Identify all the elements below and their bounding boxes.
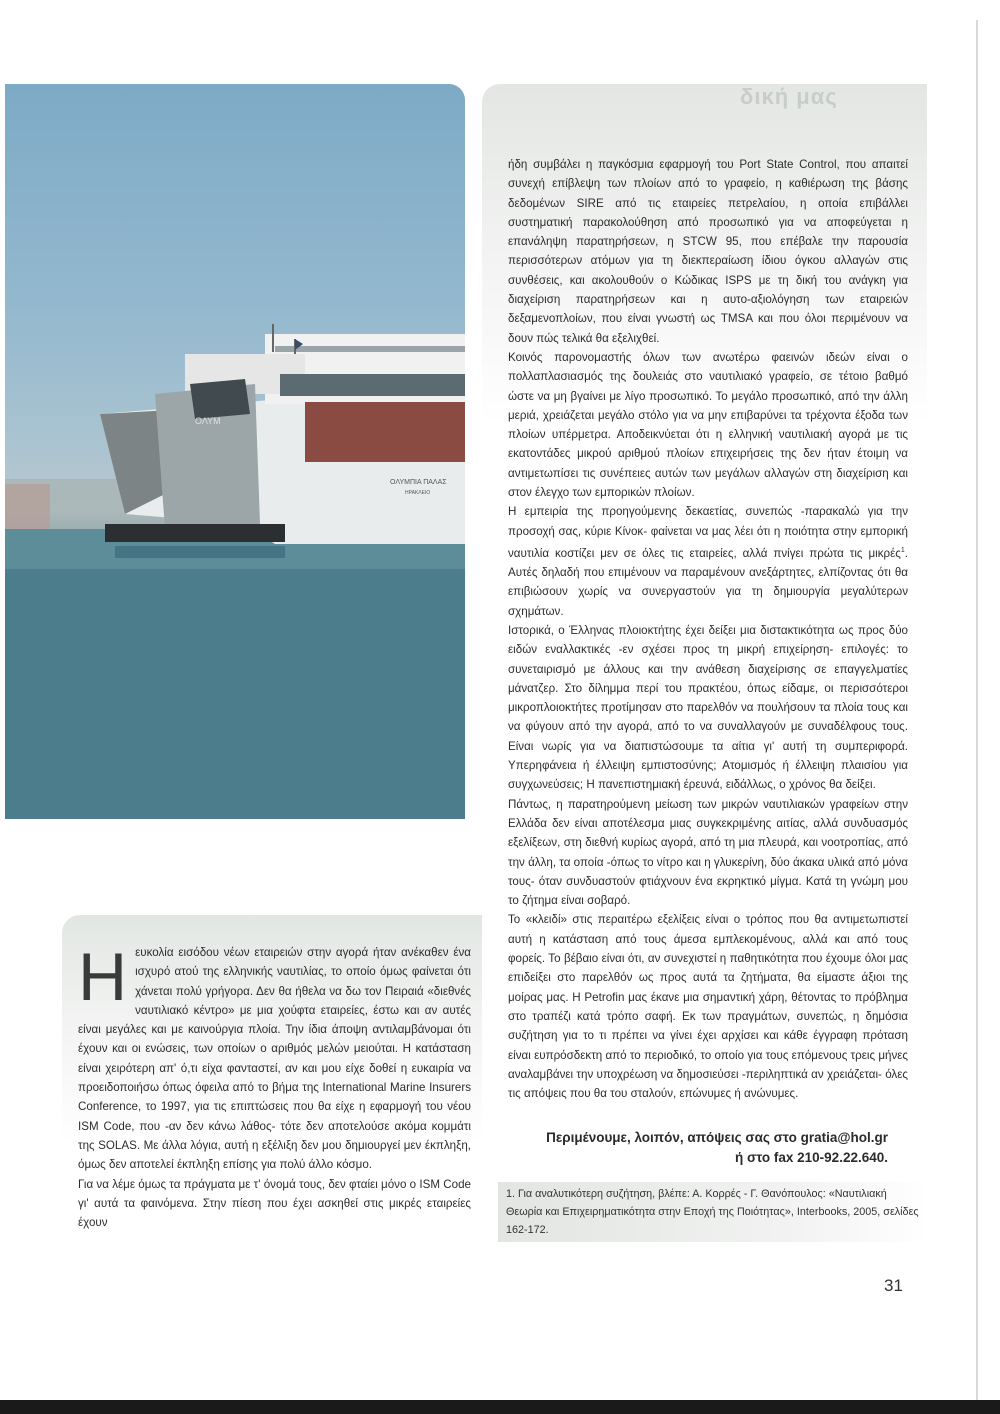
right-paragraph: Πάντως, η παρατηρούμενη μείωση των μικρών ναυτιλιακών γραφείων στην Ελλάδα δεν είναι αποτέλεσμα μιας συγκεκριμένης αιτίας, αλλά συνδυασμός εξελίξεων, στη διεθνή κυρίως αγορά, από τη μια πλευρά, και νοοτροπίας, από την άλλη, τα οποία -όπως το νίτρο και η γλυκερίνη, δύο άκακα υλικά από μόνα τους- όταν συνδυαστούν φτιάχνουν ένα εκρηκτικό μίγμα. Κατά τη γνώμη μου το ζήτημα είναι σοβαρό. bbox=[508, 797, 908, 908]
left-column-text bbox=[78, 939, 471, 1232]
bottom-edge-band bbox=[0, 1400, 1000, 1414]
ship-photo bbox=[5, 84, 465, 819]
right-paragraph-part: Η εμπειρία της προηγούμενης δεκαετίας, συνεπώς -παρακαλώ για την προσοχή σας, κύριε Κίνοκ- φαίνεται να μας λέει ότι η ποιότητα στην εμπορική ναυτιλία κοστίζει μεν σε όλες τις εταιρείες, αλλά πνίγει πρώτα τις μικρές bbox=[508, 505, 908, 560]
left-paragraph: Για να λέμε όμως τα πράγματα με τ' όνομά τους, δεν φταίει μόνο ο ISM Code γι' αυτά τα φαινόμενα. Στην πίεση που έχει ασκηθεί στις μικρές εταιρείες έχουν bbox=[78, 1177, 471, 1230]
ghost-header: δική μας bbox=[740, 84, 838, 109]
footnote-ref: 1 bbox=[900, 546, 905, 554]
right-paragraph: Το «κλειδί» στις περαιτέρω εξελίξεις είναι ο τρόπος που θα αντιμετωπιστεί αυτή η κατάσταση από τους άμεσα εμπλεκομένους, αλλά και από τους φορείς. Το βέβαιο είναι ότι, αν συνεχιστεί η παθητικότητα που έχουμε όλοι μας επιδείξει στο παρελθόν ως προς αυτά τα ζητήματα, θα είμαστε άξιοι της μοίρας μας. Η Petrofin μας έκανε μια σημαντική χάρη, θέτοντας το πρόβλημα στο τραπέζι κατά τρόπο σαφή. Εκ των πραγμάτων, συνεπώς, η δημόσια συζήτηση για το τι πρέπει να γίνει έχει αρχίσει και κάθε έγγραφη πρόταση είναι ευπρόσδεκτη από το περιοδικό, το οποίο για τους επόμενους τρεις μήνες αναλαμβάνει την υποχρέωση να δημοσιεύσει -περιληπτικά αν χρειάζεται- όλες τις απόψεις που θα του σταλούν, επώνυμες ή ανώνυμες. bbox=[508, 913, 908, 1101]
call-to-action bbox=[508, 1128, 888, 1168]
footnote: 1. Για αναλυτικότερη συζήτηση, βλέπε: Α. Κορρές - Γ. Θανόπουλος: «Ναυτιλιακή Θεωρία και Επιχειρηματικότητα στην Εποχή της Ποιότητας», Interbooks, 2005, σελίδες 162-172. bbox=[498, 1182, 928, 1242]
page-number: 31 bbox=[884, 1276, 903, 1295]
right-paragraph: Κοινός παρονομαστής όλων των ανωτέρω φαεινών ιδεών είναι ο πολλαπλασιασμός της δουλειάς στο ναυτιλιακό γραφείο, σε τέτοιο βαθμό ώστε να μη βγαίνει με λίγο προσωπικό. Το μεγάλο προσωπικό, από την άλλη μεριά, χρειάζεται μεγάλο στόλο για να μην επιβαρύνει τα τρέχοντα έξοδα των πλοίων υπέρμετρα. Αποδεικνύεται ότι η ελληνική ναυτιλιακή αγορά με τις εκατοντάδες μικρού αριθμού πλοίων επιχειρήσεις της δεν ήταν έτοιμη να αντιμετωπίσει τις συνέπειες αυτών των μεγάλων αλλαγών στη διαχείριση και στον έλεγχο των εμπορικών πλοίων. bbox=[508, 350, 908, 500]
drop-cap: Η bbox=[78, 939, 128, 1015]
ship-name-stern: ΟΛΥΜΠΙΑ ΠΑΛΑΣ bbox=[390, 479, 447, 486]
ship-port: ΗΡΑΚΛΕΙΟ bbox=[405, 490, 431, 496]
ship-name-bow: ΟΛΥΜ bbox=[195, 416, 221, 426]
page-edge bbox=[976, 20, 978, 1410]
right-paragraph-with-footnote: Η εμπειρία της προηγούμενης δεκαετίας, συνεπώς -παρακαλώ για την προσοχή σας, κύριε Κίνοκ- φαίνεται να μας λέει ότι η ποιότητα στην εμπορική ναυτιλία κοστίζει μεν σε όλες τις εταιρείες, αλλά πνίγει πρώτα τις μικρές$^1$. Αυτές δηλαδή που επιμένουν να παραμένουν ανεξάρτητες, ελπίζοντας ότι θα επιβιώσουν χωρίς να συνεργαστούν για τη δημιουργία μεγαλύτερων σχημάτων. bbox=[508, 505, 908, 618]
right-paragraph: Ιστορικά, ο Έλληνας πλοιοκτήτης έχει δείξει μια διστακτικότητα ως προς δύο ειδών εναλλακτικές -εν σχέσει προς τη μικρή επιχείρηση- επιλογές: το συνεταιρισμό με άλλους και την ανάθεση διαχείρισης σε επαγγελματίες μάνατζερ. Στο δίλημμα περί του πρακτέου, όπως είδαμε, οι περισσότεροι μικροπλοιοκτήτες προτίμησαν στο παρελθόν να πουλήσουν τα πλοία τους και να φύγουν από την αγορά, από το να συναλλαγούν με συναδέλφους τους. Είναι νωρίς για να διαπιστώσουμε τα αίτια γι' αυτή τη συμπεριφορά. Υπερηφάνεια ή έλλειψη εμπιστοσύνης; Ατομισμός ή έλλειψη πλαισίου για συγχωνεύσεις; Η πανεπιστημιακή έρευνά, ειδάλλως, ο χρόνος θα δείξει. bbox=[508, 623, 908, 792]
cta-line-fax: ή στο fax 210-92.22.640. bbox=[735, 1150, 888, 1165]
cta-line-email: Περιμένουμε, λοιπόν, απόψεις σας στο gratia@hol.gr bbox=[546, 1130, 888, 1145]
right-column-text bbox=[508, 155, 908, 1103]
right-paragraph: ήδη συμβάλει η παγκόσμια εφαρμογή του Port State Control, που απαιτεί συνεχή επίβλεψη των πλοίων από το γραφείο, η καθιέρωση της βάσης δεδομένων SIRE από τις εταιρείες πετρελαίου, η οποία επιβάλλει συστηματική παρακολούθηση από προσωπικό για να αποφεύγεται η επανάληψη παρατηρήσεων, η STCW 95, που επέβαλε την παρουσία περισσότερων ατόμων για τη διεκπεραίωση ίδιου όγκου αλλαγών στις συνθέσεις, και ακολουθούν ο Κώδικας ISPS με τη δική του ανάγκη για διαχείριση παρατηρήσεων και η αυτο-αξιολόγηση των εταιρειών δεξαμενοπλοίων, που είναι γνωστή ως TMSA και που όλοι περιμένουν να δουν πώς τελικά θα εξελιχθεί. bbox=[508, 158, 908, 345]
right-paragraph-part: Αυτές δηλαδή που επιμένουν να παραμένουν ανεξάρτητες, ελπίζοντας ότι θα επιβιώσουν χωρίς να συνεργαστούν για τη δημιουργία μεγαλύτερων σχημάτων. bbox=[508, 566, 908, 618]
left-paragraph: ευκολία εισόδου νέων εταιρειών στην αγορά ήταν ανέκαθεν ένα ισχυρό ατού της ελληνικής ναυτιλίας, το οποίο όμως φαίνεται ότι χάνεται πολύ γρήγορα. Δεν θα ήθελα να δω τον Πειραιά «διεθνές ναυτιλιακό κέντρο» με μια χούφτα εταιρείες, έστω και αν αυτές είναι μεγάλες και με καινούργια πλοία. Την ίδια άποψη αντιλαμβάνομαι ότι έχουν και οι ενώσεις, των οποίων ο αριθμός μελών μειούται. Η κατάσταση είναι χειρότερη απ' ό,τι είχα φανταστεί, αν και μου είχε δοθεί η ευκαιρία να προειδοποιήσω όπως όφειλα από το βήμα της International Marine Insurers Conference, το 1997, για τις επιπτώσεις που θα είχε η εφαρμογή του νέου ISM Code, που -αν δεν κάνω λάθος- τότε δεν αποτελούσε ακόμα κομμάτι της SOLAS. Με άλλα λόγια, αυτή η εξέλιξη δεν μου δημιουργεί μεν έκπληξη, όμως δεν αποτελεί έκπληξη επίσης για πολύ άλλο κόσμο. bbox=[78, 946, 471, 1172]
